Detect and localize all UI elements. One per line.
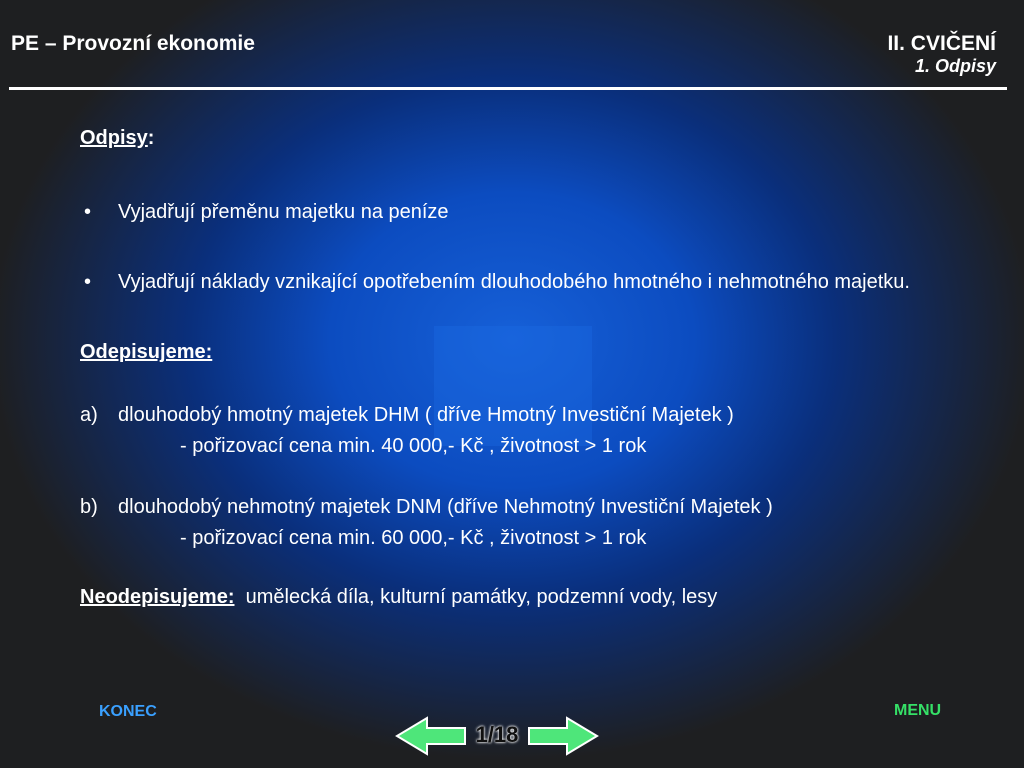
list-marker: a) — [80, 404, 98, 426]
header-divider — [9, 87, 1007, 90]
exercise-header — [887, 32, 996, 76]
list-item-detail: - pořizovací cena min. 40 000,- Kč , životnost > 1 rok — [180, 435, 647, 457]
odpisy-heading-text: Odpisy — [80, 127, 148, 149]
odepisujeme-heading-text: Odepisujeme: — [80, 341, 213, 363]
topic-subtitle: 1. Odpisy — [914, 56, 996, 76]
bullet-dot: • — [84, 201, 92, 223]
menu-button[interactable]: MENU — [894, 702, 942, 719]
course-title: PE – Provozní ekonomie — [11, 32, 255, 55]
odpisy-heading — [80, 127, 154, 150]
page-indicator: 1/18 — [475, 722, 519, 747]
list-item-text: dlouhodobý hmotný majetek DHM ( dříve Hmotný Investiční Majetek ) — [118, 404, 734, 426]
exercise-title: II. CVIČENÍ — [887, 32, 996, 55]
bullet-text: Vyjadřují náklady vznikající opotřebením dlouhodobého hmotného i nehmotného majetku. — [118, 271, 910, 293]
list-item-text: dlouhodobý nehmotný majetek DNM (dříve Nehmotný Investiční Majetek ) — [118, 496, 773, 518]
neodepisujeme-line — [80, 586, 717, 609]
bullet-dot: • — [84, 271, 92, 293]
neodepisujeme-label: Neodepisujeme: — [80, 586, 235, 608]
neodepisujeme-text: umělecká díla, kulturní památky, podzemní vody, lesy — [245, 586, 718, 608]
arrow-right-icon[interactable] — [527, 716, 599, 756]
arrow-left-icon[interactable] — [395, 716, 467, 756]
odepisujeme-heading — [80, 341, 212, 364]
list-item-detail: - pořizovací cena min. 60 000,- Kč , životnost > 1 rok — [180, 527, 647, 549]
list-marker: b) — [80, 496, 98, 518]
odpisy-heading-colon: : — [147, 127, 155, 149]
bullet-text: Vyjadřují přeměnu majetku na peníze — [118, 201, 449, 223]
konec-button[interactable]: KONEC — [99, 703, 157, 720]
